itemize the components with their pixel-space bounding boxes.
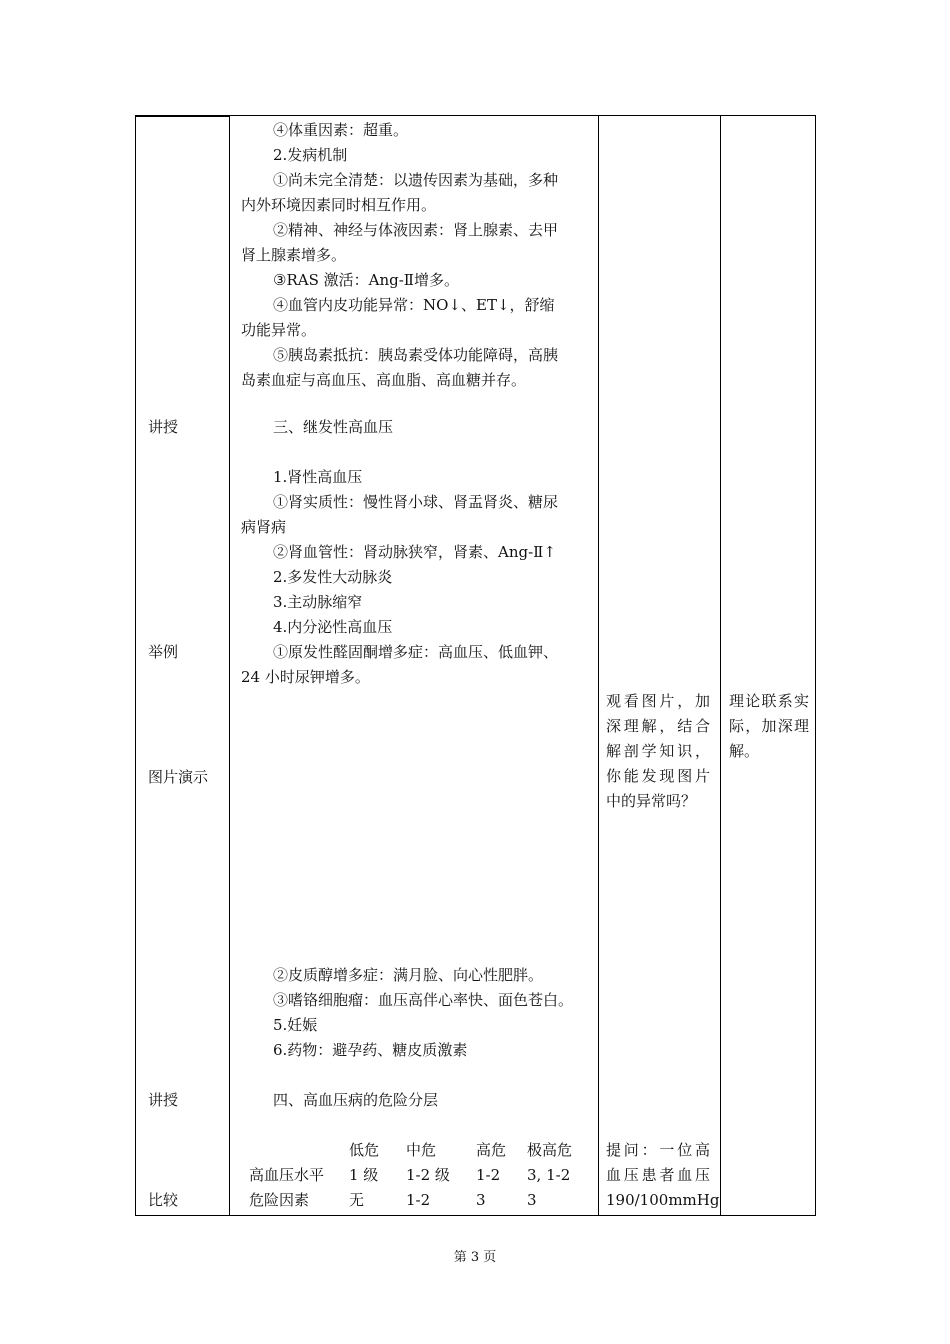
content-line: ③嗜铬细胞瘤：血压高伴心率快、面色苍白。 bbox=[273, 991, 574, 1009]
student-activity-question: 提问：一位高血压患者血压190/100mmHg bbox=[606, 1141, 720, 1209]
col-divider-3 bbox=[720, 116, 721, 1215]
content-line: ④血管内皮功能异常：NO↓、ET↓，舒缩 bbox=[273, 296, 555, 314]
content-line: 功能异常。 bbox=[241, 321, 317, 339]
risk-cell: 无 bbox=[349, 1191, 365, 1209]
content-line: 2.发病机制 bbox=[273, 146, 348, 164]
col1-top-border bbox=[136, 116, 229, 117]
student-activity-picture: 观看图片，加深理解，结合解剖学知识，你能发现图片中的异常吗？ bbox=[606, 692, 710, 810]
content-line: 内外环境因素同时相互作用。 bbox=[241, 196, 437, 214]
content-line: 4.内分泌性高血压 bbox=[273, 618, 393, 636]
content-line: 24 小时尿钾增多。 bbox=[241, 668, 370, 686]
col1-label-lecture-2: 讲授 bbox=[148, 1091, 179, 1109]
content-line: 6.药物：避孕药、糖皮质激素 bbox=[273, 1041, 468, 1059]
risk-cell: 1 级 bbox=[349, 1166, 379, 1184]
section-heading: 三、继发性高血压 bbox=[273, 418, 394, 436]
design-intent-note: 理论联系实际，加深理解。 bbox=[729, 692, 809, 760]
risk-header-low: 低危 bbox=[349, 1141, 380, 1159]
risk-row-label: 危险因素 bbox=[249, 1191, 310, 1209]
section-heading: 四、高血压病的危险分层 bbox=[273, 1091, 439, 1109]
risk-cell: 3 bbox=[527, 1191, 537, 1209]
content-line: 病肾病 bbox=[241, 518, 287, 536]
page-number: 第 3 页 bbox=[453, 1250, 497, 1265]
risk-cell: 1-2 bbox=[406, 1191, 431, 1209]
risk-cell: 1-2 bbox=[476, 1166, 501, 1184]
content-line: 5.妊娠 bbox=[273, 1016, 318, 1034]
content-line: ②肾血管性：肾动脉狭窄，肾素、Ang-Ⅱ↑ bbox=[273, 543, 556, 561]
col1-label-picture: 图片演示 bbox=[148, 768, 209, 786]
content-line: ⑤胰岛素抵抗：胰岛素受体功能障碍，高胰 bbox=[273, 346, 559, 364]
content-line: 肾上腺素增多。 bbox=[241, 246, 347, 264]
content-line: 1.肾性高血压 bbox=[273, 468, 363, 486]
lesson-table bbox=[135, 115, 816, 1216]
risk-cell: 1-2 级 bbox=[406, 1166, 450, 1184]
risk-header-high: 高危 bbox=[476, 1141, 507, 1159]
content-line: ④体重因素：超重。 bbox=[273, 121, 409, 139]
content-line: 2.多发性大动脉炎 bbox=[273, 568, 393, 586]
col-divider-1 bbox=[229, 116, 230, 1215]
col1-label-lecture: 讲授 bbox=[148, 418, 179, 436]
risk-header-medium: 中危 bbox=[406, 1141, 437, 1159]
col-divider-2 bbox=[598, 116, 599, 1215]
content-line: ①肾实质性：慢性肾小球、肾盂肾炎、糖尿 bbox=[273, 493, 559, 511]
risk-cell: 3 bbox=[476, 1191, 486, 1209]
content-line: ②皮质醇增多症：满月脸、向心性肥胖。 bbox=[273, 966, 544, 984]
content-line: ①尚未完全清楚：以遗传因素为基础，多种 bbox=[273, 171, 559, 189]
risk-row-label: 高血压水平 bbox=[249, 1166, 325, 1184]
content-line: ②精神、神经与体液因素：肾上腺素、去甲 bbox=[273, 221, 559, 239]
content-line: ①原发性醛固酮增多症：高血压、低血钾、 bbox=[273, 643, 559, 661]
content-line: 3.主动脉缩窄 bbox=[273, 593, 363, 611]
col1-label-compare: 比较 bbox=[148, 1191, 179, 1209]
content-line: ③RAS 激活：Ang-Ⅱ增多。 bbox=[273, 271, 459, 289]
risk-cell: 3, 1-2 bbox=[527, 1166, 571, 1184]
col1-label-example: 举例 bbox=[148, 643, 179, 661]
content-line: 岛素血症与高血压、高血脂、高血糖并存。 bbox=[241, 371, 527, 389]
risk-header-very-high: 极高危 bbox=[527, 1141, 573, 1159]
